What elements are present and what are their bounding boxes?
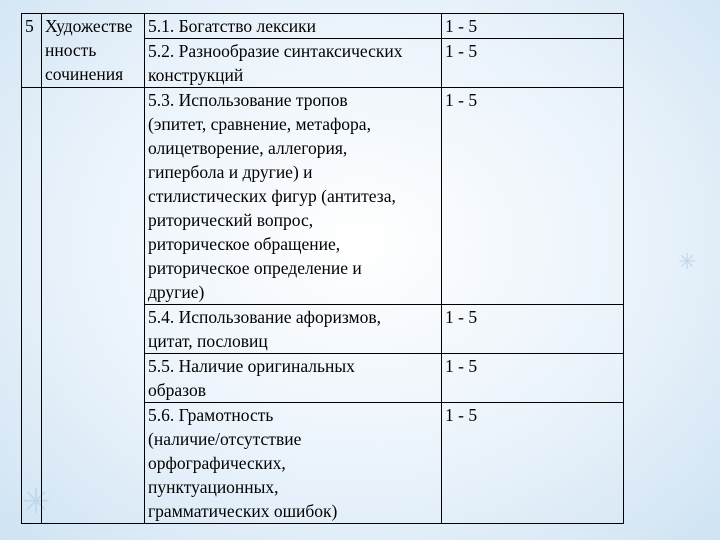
criterion-text-line: пунктуационных,	[148, 477, 279, 497]
score-cell: 1 - 5	[442, 354, 624, 403]
score-cell: 1 - 5	[442, 88, 624, 305]
criterion-cell	[145, 354, 442, 403]
criterion-text-line: конструкций	[148, 65, 244, 85]
assessment-criteria-table	[21, 13, 624, 524]
criterion-text-line: риторический вопрос,	[148, 210, 314, 230]
criterion-text-line: 5.5. Наличие оригинальных	[148, 356, 355, 376]
criterion-text-line: образов	[148, 380, 206, 400]
criterion-text-line: (наличие/отсутствие	[148, 429, 302, 449]
criterion-cell	[145, 39, 442, 88]
category-text-line: Художестве	[45, 16, 133, 36]
criterion-text-line: 5.3. Использование тропов	[148, 90, 348, 110]
criterion-text-line: 5.4. Использование афоризмов,	[148, 307, 381, 327]
category-text-line: нность	[45, 40, 97, 60]
score-cell: 1 - 5	[442, 403, 624, 524]
criterion-text-line: гипербола и другие) и	[148, 162, 313, 182]
criterion-text-line: риторическое определение и	[148, 258, 362, 278]
score-cell: 1 - 5	[442, 14, 624, 39]
criterion-text-line: олицетворение, аллегория,	[148, 138, 348, 158]
empty-category-cell	[42, 88, 145, 524]
table-row	[22, 88, 624, 305]
criterion-text-line: (эпитет, сравнение, метафора,	[148, 114, 371, 134]
criterion-cell	[145, 403, 442, 524]
criterion-text-line: 5.2. Разнообразие синтаксических	[148, 41, 403, 61]
criterion-text-line: стилистических фигур (антитеза,	[148, 186, 396, 206]
criterion-text-line: грамматических ошибок)	[148, 501, 338, 521]
criterion-text-line: риторическое обращение,	[148, 234, 341, 254]
criterion-cell	[145, 88, 442, 305]
criterion-cell	[145, 14, 442, 39]
sparkle-decoration: ✳	[22, 482, 51, 522]
sparkle-decoration: ✳	[678, 250, 697, 275]
criterion-number-cell: 5	[22, 14, 42, 88]
criterion-text-line: 5.6. Грамотность	[148, 405, 274, 425]
score-cell: 1 - 5	[442, 305, 624, 354]
criterion-text-line: цитат, пословиц	[148, 331, 268, 351]
criterion-text-line: 5.1. Богатство лексики	[148, 16, 317, 36]
category-text-line: сочинения	[45, 64, 124, 84]
empty-number-cell	[22, 88, 42, 524]
criterion-cell	[145, 305, 442, 354]
category-cell	[42, 14, 145, 88]
criterion-text-line: орфографических,	[148, 453, 286, 473]
score-cell: 1 - 5	[442, 39, 624, 88]
table-row	[22, 14, 624, 39]
criterion-text-line: другие)	[148, 282, 205, 302]
